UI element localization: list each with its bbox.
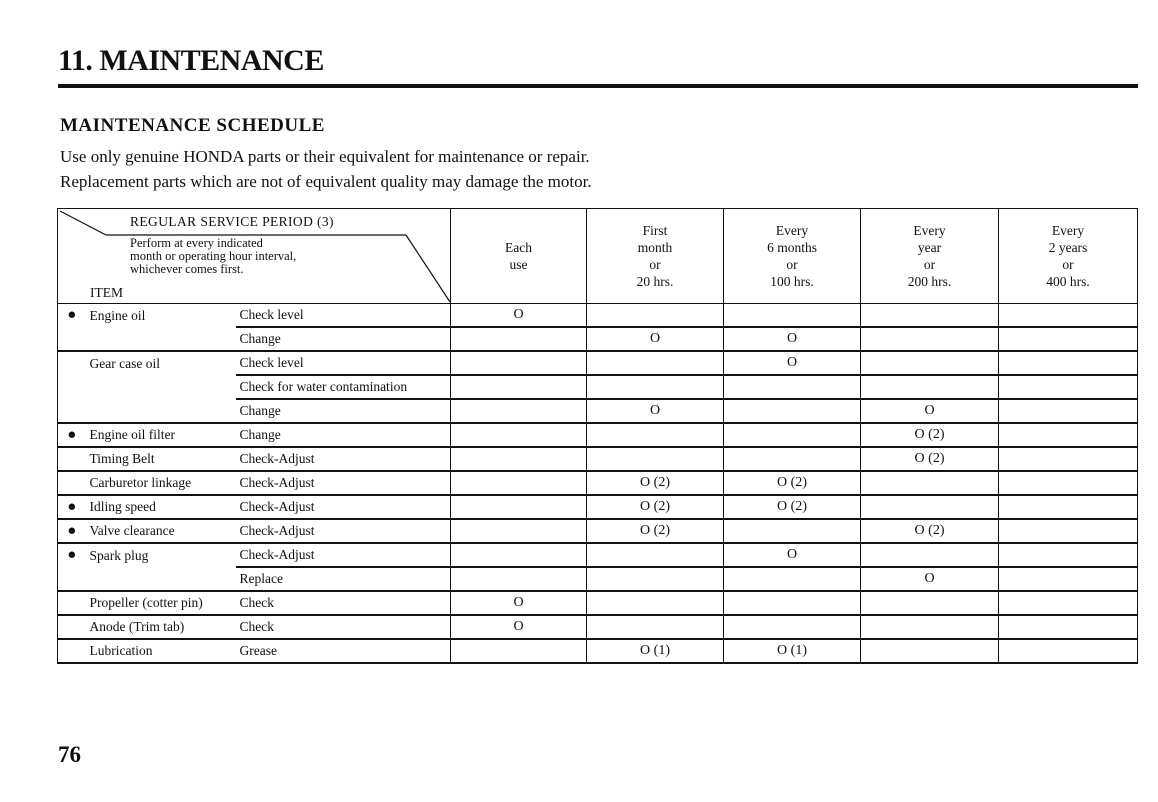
service-mark bbox=[999, 519, 1138, 543]
maintenance-schedule-table bbox=[57, 208, 1138, 664]
period-line: or bbox=[923, 257, 936, 272]
period-line: 100 hrs. bbox=[770, 274, 814, 289]
period-line: or bbox=[649, 257, 661, 272]
bullet-mark bbox=[58, 639, 86, 663]
note-line: Perform at every indicated bbox=[130, 236, 263, 250]
service-mark: O (1) bbox=[724, 639, 861, 663]
service-mark bbox=[587, 567, 724, 591]
period-each-use bbox=[451, 209, 587, 304]
action-name: Check-Adjust bbox=[236, 495, 451, 519]
service-mark bbox=[999, 495, 1138, 519]
service-mark: O (2) bbox=[587, 471, 724, 495]
chapter-title: 11. MAINTENANCE bbox=[58, 44, 324, 77]
bullet-mark: ● bbox=[58, 495, 86, 519]
service-mark bbox=[587, 351, 724, 375]
item-name bbox=[86, 327, 236, 351]
bullet-mark bbox=[58, 591, 86, 615]
service-mark: O bbox=[724, 351, 861, 375]
service-mark: O (2) bbox=[724, 471, 861, 495]
schedule-row bbox=[58, 567, 1138, 591]
schedule-row bbox=[58, 351, 1138, 375]
schedule-row bbox=[58, 375, 1138, 399]
period-2-years bbox=[999, 209, 1138, 304]
schedule-row bbox=[58, 304, 1138, 328]
action-name: Check-Adjust bbox=[236, 447, 451, 471]
period-line: 400 hrs. bbox=[1046, 274, 1090, 289]
period-first-month bbox=[587, 209, 724, 304]
schedule-row bbox=[58, 591, 1138, 615]
service-mark: O (2) bbox=[724, 495, 861, 519]
chapter-rule bbox=[58, 84, 1138, 88]
action-name: Check-Adjust bbox=[236, 543, 451, 567]
period-line: Each bbox=[505, 240, 532, 255]
service-mark bbox=[587, 304, 724, 328]
bullet-mark bbox=[58, 375, 86, 399]
schedule-row bbox=[58, 327, 1138, 351]
service-mark bbox=[999, 351, 1138, 375]
corner-header bbox=[58, 209, 451, 304]
service-mark: O bbox=[587, 327, 724, 351]
service-mark bbox=[861, 375, 999, 399]
service-mark: O (2) bbox=[587, 495, 724, 519]
bullet-mark bbox=[58, 327, 86, 351]
service-mark bbox=[861, 543, 999, 567]
service-period-note bbox=[130, 237, 296, 276]
service-mark bbox=[861, 639, 999, 663]
service-mark bbox=[451, 375, 587, 399]
service-mark bbox=[999, 591, 1138, 615]
period-line: month bbox=[637, 240, 673, 255]
bullet-mark: ● bbox=[58, 519, 86, 543]
service-mark bbox=[587, 447, 724, 471]
action-name: Check for water contamination bbox=[236, 375, 451, 399]
bullet-mark bbox=[58, 567, 86, 591]
period-line: 200 hrs. bbox=[907, 274, 952, 289]
schedule-body bbox=[58, 304, 1138, 664]
service-mark bbox=[451, 471, 587, 495]
service-mark bbox=[724, 567, 861, 591]
bullet-mark bbox=[58, 447, 86, 471]
service-mark bbox=[724, 519, 861, 543]
service-mark bbox=[999, 399, 1138, 423]
page-number: 76 bbox=[58, 742, 81, 767]
service-mark bbox=[587, 375, 724, 399]
period-line: Every bbox=[913, 223, 946, 238]
period-line: Every bbox=[775, 223, 809, 238]
bullet-mark: ● bbox=[58, 304, 86, 328]
item-name bbox=[86, 399, 236, 423]
service-mark bbox=[861, 471, 999, 495]
service-mark bbox=[451, 519, 587, 543]
action-name: Change bbox=[236, 399, 451, 423]
service-mark bbox=[999, 327, 1138, 351]
service-mark: O (2) bbox=[861, 423, 999, 447]
service-mark bbox=[724, 375, 861, 399]
item-name: Anode (Trim tab) bbox=[86, 615, 236, 639]
bullet-mark bbox=[58, 615, 86, 639]
service-mark bbox=[587, 591, 724, 615]
intro-line-1: Use only genuine HONDA parts or their equivalent for maintenance or repair. bbox=[60, 147, 590, 166]
service-mark bbox=[724, 591, 861, 615]
service-mark: O bbox=[861, 567, 999, 591]
action-name: Check-Adjust bbox=[236, 519, 451, 543]
service-mark bbox=[451, 423, 587, 447]
item-name: Engine oil bbox=[89, 307, 146, 323]
service-mark: O (2) bbox=[587, 519, 724, 543]
bullet-mark bbox=[58, 471, 86, 495]
item-name: Carburetor linkage bbox=[86, 471, 236, 495]
service-mark bbox=[724, 423, 861, 447]
service-mark bbox=[451, 639, 587, 663]
item-name: Idling speed bbox=[86, 495, 236, 519]
service-mark: O (2) bbox=[861, 447, 999, 471]
period-line: year bbox=[917, 240, 942, 255]
schedule-row bbox=[58, 399, 1138, 423]
service-mark bbox=[999, 447, 1138, 471]
action-name: Check level bbox=[236, 304, 451, 328]
period-6-months bbox=[724, 209, 861, 304]
action-name: Check level bbox=[236, 351, 451, 375]
section-title: MAINTENANCE SCHEDULE bbox=[60, 115, 325, 136]
item-name bbox=[86, 375, 236, 399]
schedule-row bbox=[58, 471, 1138, 495]
bullet-mark: ● bbox=[58, 423, 86, 447]
service-mark bbox=[451, 567, 587, 591]
schedule-row bbox=[58, 615, 1138, 639]
action-name: Check-Adjust bbox=[236, 471, 451, 495]
service-mark bbox=[861, 304, 999, 328]
item-name: Engine oil filter bbox=[86, 423, 236, 447]
item-name bbox=[86, 567, 236, 591]
service-mark: O bbox=[451, 304, 587, 328]
bullet-mark: ● bbox=[58, 543, 86, 567]
service-mark bbox=[451, 447, 587, 471]
service-mark bbox=[451, 351, 587, 375]
service-mark: O (1) bbox=[587, 639, 724, 663]
service-mark bbox=[999, 471, 1138, 495]
service-mark bbox=[861, 615, 999, 639]
item-column-label: ITEM bbox=[90, 285, 123, 300]
period-line: use bbox=[509, 257, 528, 272]
action-name: Change bbox=[236, 423, 451, 447]
service-mark: O bbox=[587, 399, 724, 423]
service-mark bbox=[451, 327, 587, 351]
service-mark bbox=[724, 615, 861, 639]
service-mark bbox=[861, 327, 999, 351]
schedule-row bbox=[58, 639, 1138, 663]
service-mark bbox=[587, 423, 724, 447]
period-year bbox=[861, 209, 999, 304]
action-name: Check bbox=[236, 591, 451, 615]
item-name: Spark plug bbox=[89, 547, 149, 563]
service-mark bbox=[451, 399, 587, 423]
schedule-row bbox=[58, 495, 1138, 519]
schedule-row bbox=[58, 519, 1138, 543]
service-mark: O bbox=[724, 327, 861, 351]
schedule-row bbox=[58, 543, 1138, 567]
service-mark bbox=[587, 615, 724, 639]
item-name: Lubrication bbox=[86, 639, 236, 663]
service-mark bbox=[724, 304, 861, 328]
service-mark bbox=[999, 567, 1138, 591]
service-mark: O bbox=[451, 591, 587, 615]
period-line: First bbox=[642, 223, 668, 238]
action-name: Change bbox=[236, 327, 451, 351]
service-mark bbox=[999, 375, 1138, 399]
service-mark bbox=[587, 543, 724, 567]
schedule-row bbox=[58, 423, 1138, 447]
service-mark bbox=[861, 495, 999, 519]
service-mark bbox=[999, 543, 1138, 567]
bullet-mark bbox=[58, 399, 86, 423]
service-mark bbox=[861, 591, 999, 615]
service-mark bbox=[451, 543, 587, 567]
service-mark bbox=[861, 351, 999, 375]
bullet-mark bbox=[58, 351, 86, 375]
period-line: or bbox=[786, 257, 798, 272]
service-mark bbox=[724, 399, 861, 423]
note-line: whichever comes first. bbox=[130, 262, 244, 276]
service-mark bbox=[999, 639, 1138, 663]
period-line: 6 months bbox=[767, 240, 817, 255]
item-name: Valve clearance bbox=[86, 519, 236, 543]
period-line: 20 hrs. bbox=[636, 274, 674, 289]
item-name: Propeller (cotter pin) bbox=[86, 591, 236, 615]
period-line: Every bbox=[1051, 223, 1085, 238]
action-name: Check bbox=[236, 615, 451, 639]
service-mark: O (2) bbox=[861, 519, 999, 543]
service-mark bbox=[999, 423, 1138, 447]
action-name: Replace bbox=[236, 567, 451, 591]
service-mark bbox=[451, 495, 587, 519]
intro-line-2: Replacement parts which are not of equivalent quality may damage the motor. bbox=[60, 172, 592, 191]
service-mark bbox=[999, 304, 1138, 328]
period-line: 2 years bbox=[1048, 240, 1088, 255]
schedule-row bbox=[58, 447, 1138, 471]
item-name: Timing Belt bbox=[86, 447, 236, 471]
service-period-title: REGULAR SERVICE PERIOD (3) bbox=[130, 214, 334, 229]
service-mark: O bbox=[451, 615, 587, 639]
service-mark: O bbox=[861, 399, 999, 423]
period-line: or bbox=[1062, 257, 1074, 272]
action-name: Grease bbox=[236, 639, 451, 663]
service-mark: O bbox=[724, 543, 861, 567]
note-line: month or operating hour interval, bbox=[130, 249, 297, 263]
service-mark bbox=[724, 447, 861, 471]
service-mark bbox=[999, 615, 1138, 639]
item-name: Gear case oil bbox=[89, 355, 160, 371]
